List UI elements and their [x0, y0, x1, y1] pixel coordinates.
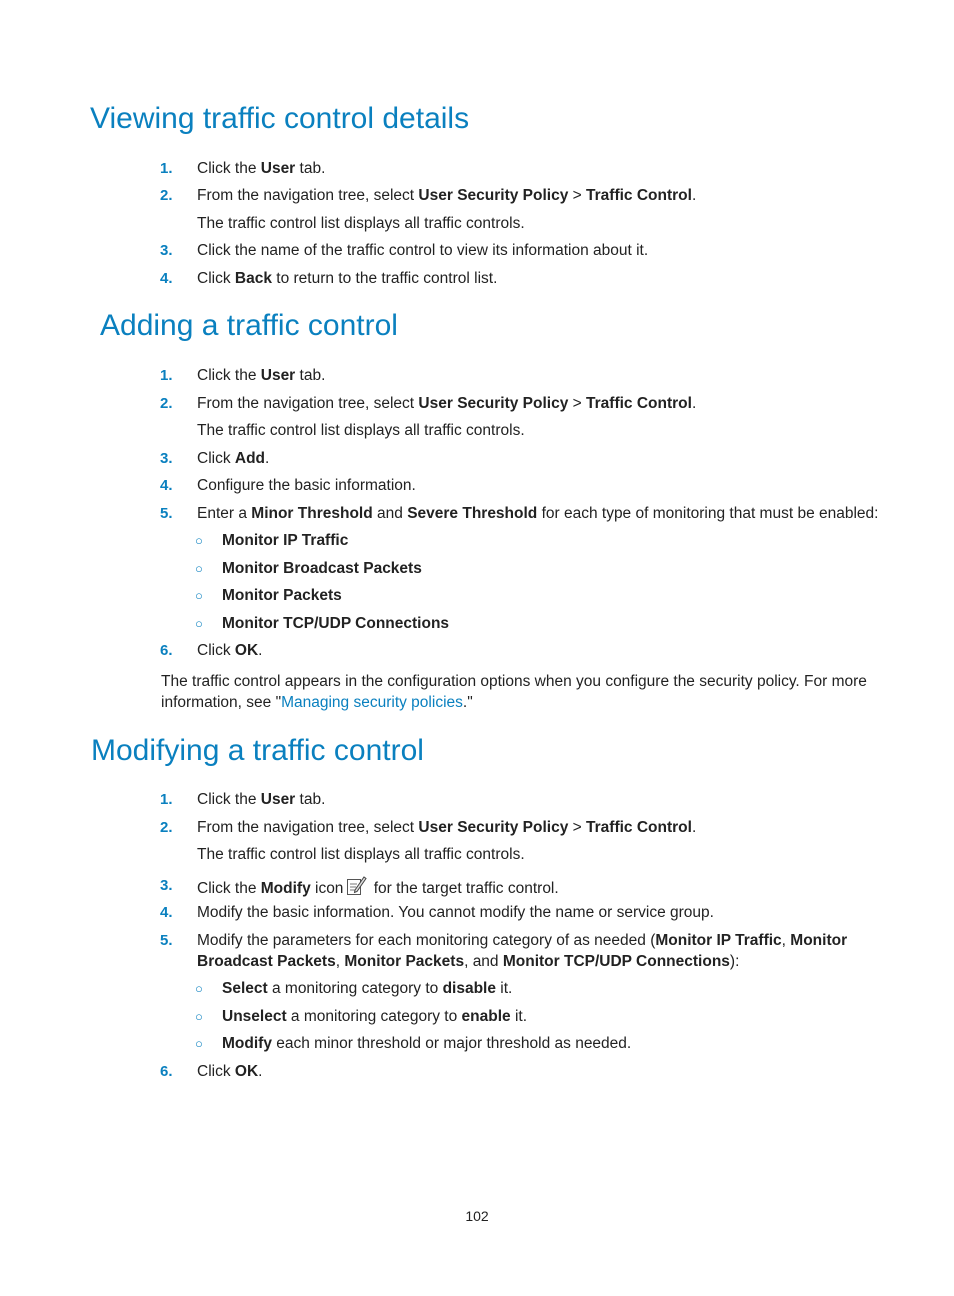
circle-bullet-icon: ○ [195, 1036, 203, 1051]
circle-bullet-icon: ○ [195, 588, 203, 603]
heading-modifying-a-traffic-control: Modifying a traffic control [91, 734, 424, 767]
circle-bullet-icon: ○ [195, 616, 203, 631]
circle-bullet-icon: ○ [195, 1009, 203, 1024]
step-2-note: The traffic control list displays all traffic controls. [197, 846, 525, 863]
edit-icon [345, 875, 367, 903]
step-2-note: The traffic control list displays all traffic controls. [197, 422, 525, 439]
step-5: 5. Modify the parameters for each monitoring category of as needed (Monitor IP Traffic, Monitor Broadcast Packets, Monitor Packets, and Monitor TCP/UDP Connections): [160, 932, 848, 970]
managing-security-policies-link[interactable]: Managing security policies [281, 694, 463, 711]
step-2-note: The traffic control list displays all traffic controls. [197, 215, 525, 232]
heading-viewing-traffic-control-details: Viewing traffic control details [90, 102, 470, 135]
heading-adding-a-traffic-control: Adding a traffic control [100, 309, 398, 342]
page-number: 102 [465, 1208, 489, 1224]
circle-bullet-icon: ○ [195, 533, 203, 548]
circle-bullet-icon: ○ [195, 981, 203, 996]
info-paragraph: The traffic control appears in the configuration options when you configure the security policy. For more information, see "Managing security policies." [161, 673, 867, 711]
circle-bullet-icon: ○ [195, 561, 203, 576]
